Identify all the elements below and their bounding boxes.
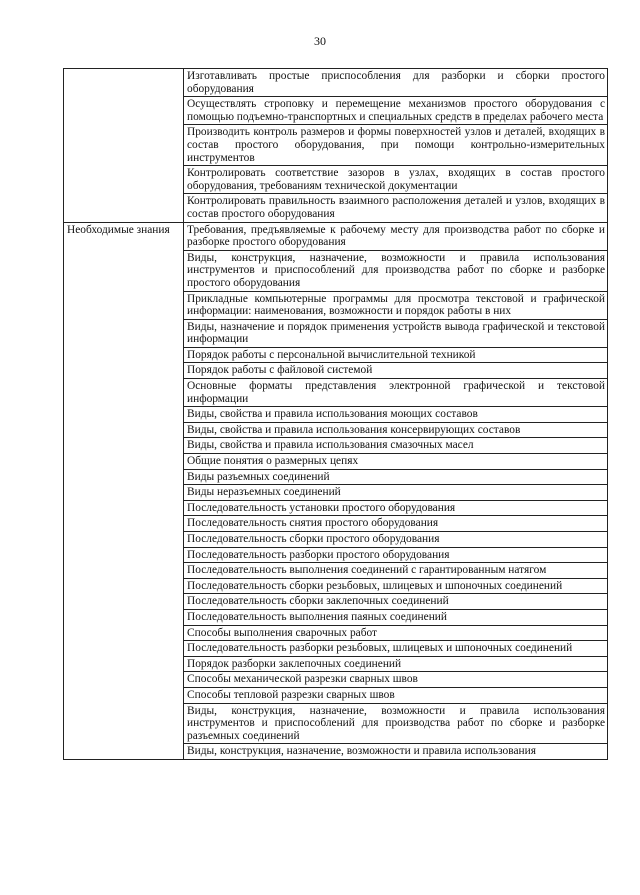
skills-item: Производить контроль размеров и формы поверхностей узлов и деталей, входящих в состав простого оборудования, при помощи контрольно-измерительных инструментов: [184, 125, 608, 166]
table-row: [64, 69, 608, 97]
knowledge-item: Последовательность разборки резьбовых, шлицевых и шпоночных соединений: [184, 641, 608, 657]
knowledge-group-label: Необходимые знания: [64, 222, 184, 759]
knowledge-item: Последовательность установки простого оборудования: [184, 500, 608, 516]
knowledge-item: Виды, свойства и правила использования смазочных масел: [184, 438, 608, 454]
knowledge-item: Основные форматы представления электронной графической и текстовой информации: [184, 379, 608, 407]
page-number: 30: [314, 34, 326, 48]
knowledge-item: Последовательность снятия простого оборудования: [184, 516, 608, 532]
skills-item: Контролировать правильность взаимного расположения деталей и узлов, входящих в состав простого оборудования: [184, 194, 608, 222]
skills-item: Изготавливать простые приспособления для разборки и сборки простого оборудования: [184, 69, 608, 97]
knowledge-item: Виды, конструкция, назначение, возможности и правила использования: [184, 744, 608, 760]
knowledge-item: Виды, конструкция, назначение, возможности и правила использования инструментов и приспособлений для производства работ по сборке и разборке разъемных соединений: [184, 703, 608, 744]
knowledge-item: Последовательность выполнения соединений с гарантированным натягом: [184, 563, 608, 579]
knowledge-item: Последовательность сборки резьбовых, шлицевых и шпоночных соединений: [184, 578, 608, 594]
skills-item: Осуществлять строповку и перемещение механизмов простого оборудования с помощью подъемно-транспортных и специальных средств в пределах рабочего места: [184, 97, 608, 125]
knowledge-item: Последовательность сборки простого оборудования: [184, 532, 608, 548]
knowledge-item: Способы механической разрезки сварных швов: [184, 672, 608, 688]
knowledge-item: Последовательность сборки заклепочных соединений: [184, 594, 608, 610]
knowledge-item: Виды разъемных соединений: [184, 469, 608, 485]
table-row: [64, 222, 608, 250]
knowledge-item: Последовательность разборки простого оборудования: [184, 547, 608, 563]
skills-item: Контролировать соответствие зазоров в узлах, входящих в состав простого оборудования, требованиям технической документации: [184, 166, 608, 194]
knowledge-item: Последовательность выполнения паяных соединений: [184, 609, 608, 625]
knowledge-item: Виды, свойства и правила использования моющих составов: [184, 407, 608, 423]
knowledge-item: Виды, назначение и порядок применения устройств вывода графической и текстовой информации: [184, 319, 608, 347]
knowledge-item: Требования, предъявляемые к рабочему месту для производства работ по сборке и разборке простого оборудования: [184, 222, 608, 250]
knowledge-item: Способы выполнения сварочных работ: [184, 625, 608, 641]
knowledge-item: Виды неразъемных соединений: [184, 485, 608, 501]
knowledge-item: Порядок работы с персональной вычислительной техникой: [184, 347, 608, 363]
knowledge-item: Порядок работы с файловой системой: [184, 363, 608, 379]
knowledge-item: Виды, свойства и правила использования консервирующих составов: [184, 422, 608, 438]
skills-group-label: [64, 69, 184, 223]
knowledge-item: Общие понятия о размерных цепях: [184, 454, 608, 470]
knowledge-item: Прикладные компьютерные программы для просмотра текстовой и графической информации: наименования, возможности и порядок работы в них: [184, 291, 608, 319]
requirements-table-body: [64, 69, 608, 760]
knowledge-item: Виды, конструкция, назначение, возможности и правила использования инструментов и приспособлений для производства работ по сборке и разборке простого оборудования: [184, 250, 608, 291]
requirements-table: [63, 68, 608, 760]
knowledge-item: Порядок разборки заклепочных соединений: [184, 656, 608, 672]
knowledge-item: Способы тепловой разрезки сварных швов: [184, 687, 608, 703]
